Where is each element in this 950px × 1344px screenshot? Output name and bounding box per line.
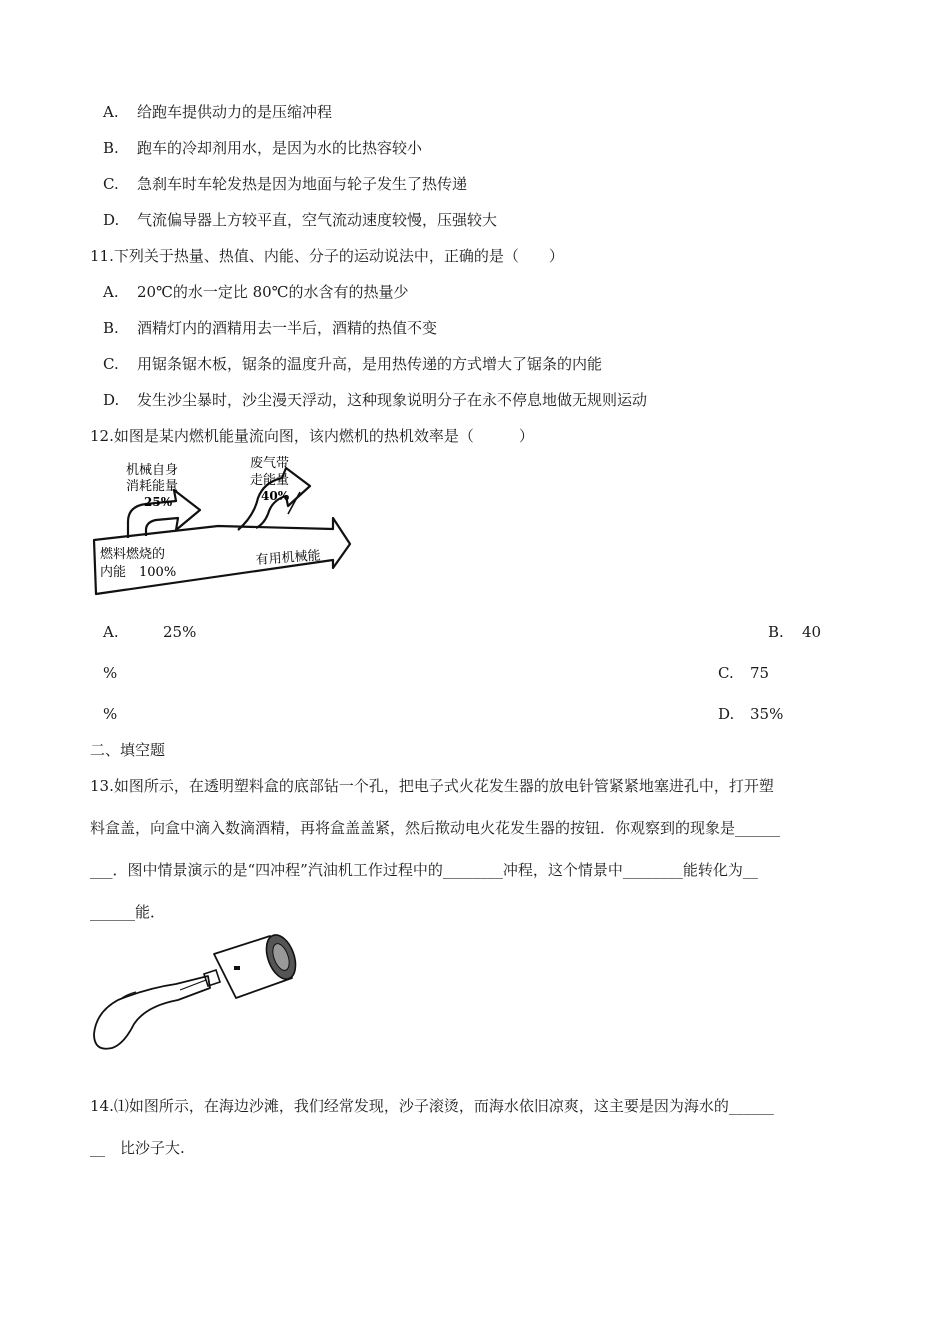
- q12-option-a: [103, 622, 196, 642]
- option-key: D.: [103, 211, 120, 229]
- option-text: 酒精灯内的酒精用去一半后，酒精的热值不变: [137, 319, 438, 337]
- q12-option-b: [768, 622, 821, 642]
- input-label-2: 内能 100%: [100, 565, 177, 580]
- option-key: C.: [103, 175, 119, 193]
- q12-option-d: [718, 704, 783, 724]
- q13-line-1: 13.如图所示，在透明塑料盒的底部钻一个孔，把电子式火花发生器的放电针管紧紧地塞进孔中，打开塑: [90, 777, 774, 795]
- loss2-label-1: 废气带: [250, 456, 290, 471]
- option-key: D.: [103, 391, 120, 409]
- option-key: D.: [718, 705, 735, 723]
- q11-stem: 11.下列关于热量、热值、内能、分子的运动说法中，正确的是（ ）: [90, 247, 564, 265]
- q12-option-b-cont: %: [103, 664, 118, 682]
- option-text: 发生沙尘暴时，沙尘漫天浮动，这种现象说明分子在永不停息地做无规则运动: [137, 391, 648, 409]
- option-text: 气流偏导器上方较平直，空气流动速度较慢，压强较大: [137, 211, 498, 229]
- spark-generator-figure: [88, 928, 318, 1058]
- option-key: A.: [103, 283, 119, 301]
- option-text: 急刹车时车轮发热是因为地面与轮子发生了热传递: [137, 175, 468, 193]
- q13-line-2: 料盒盖，向盒中滴入数滴酒精，再将盒盖盖紧，然后揿动电火花发生器的按钮．你观察到的现象是______: [90, 819, 781, 837]
- option-text: 给跑车提供动力的是压缩冲程: [137, 103, 333, 121]
- q13-line-4: ______能．: [90, 903, 166, 921]
- option-key: A.: [103, 103, 119, 121]
- input-label-1: 燃料燃烧的: [100, 547, 166, 562]
- output-label: 有用机械能: [255, 548, 322, 568]
- option-key: B.: [768, 623, 784, 641]
- option-text: 40: [802, 623, 822, 641]
- q10-option-b: [103, 138, 422, 158]
- option-text: 75: [750, 664, 770, 682]
- option-key: A.: [103, 623, 119, 641]
- q12-option-c-cont: %: [103, 705, 118, 723]
- option-text: 用锯条锯木板，锯条的温度升高，是用热传递的方式增大了锯条的内能: [137, 355, 603, 373]
- q10-option-a: [103, 102, 332, 122]
- q12-option-c: [718, 663, 769, 683]
- q12-stem: 12.如图是某内燃机能量流向图，该内燃机的热机效率是（ ）: [90, 427, 534, 445]
- option-key: C.: [718, 664, 734, 682]
- section-title: 二、填空题: [90, 741, 166, 759]
- q10-option-d: [103, 210, 497, 230]
- loss2-label-3: 40%: [261, 489, 290, 503]
- q11-option-a: [103, 282, 409, 302]
- q11-option-d: [103, 390, 647, 410]
- option-text: 跑车的冷却剂用水，是因为水的比热容较小: [137, 139, 423, 157]
- option-text: 35%: [750, 705, 784, 723]
- q14-line-1: 14.⑴如图所示，在海边沙滩，我们经常发现，沙子滚烫，而海水依旧凉爽，这主要是因为海水的______: [90, 1097, 774, 1115]
- loss1-label-1: 机械自身: [126, 463, 179, 478]
- option-key: C.: [103, 355, 119, 373]
- loss2-label-2: 走能量: [250, 473, 290, 488]
- option-key: B.: [103, 319, 119, 337]
- option-key: B.: [103, 139, 119, 157]
- q10-option-c: [103, 174, 467, 194]
- q11-option-c: [103, 354, 602, 374]
- loss1-label-2: 消耗能量: [126, 479, 179, 494]
- energy-flow-diagram: [88, 456, 358, 601]
- q13-line-3: ___．图中情景演示的是“四冲程”汽油机工作过程中的________冲程，这个情景中________能转化为__: [90, 861, 758, 879]
- option-text: 20℃的水一定比 80℃的水含有的热量少: [137, 283, 409, 301]
- loss1-label-3: 25%: [144, 495, 173, 509]
- q11-option-b: [103, 318, 437, 338]
- q14-line-2: __ 比沙子大.: [90, 1139, 185, 1157]
- option-text: 25%: [163, 623, 197, 641]
